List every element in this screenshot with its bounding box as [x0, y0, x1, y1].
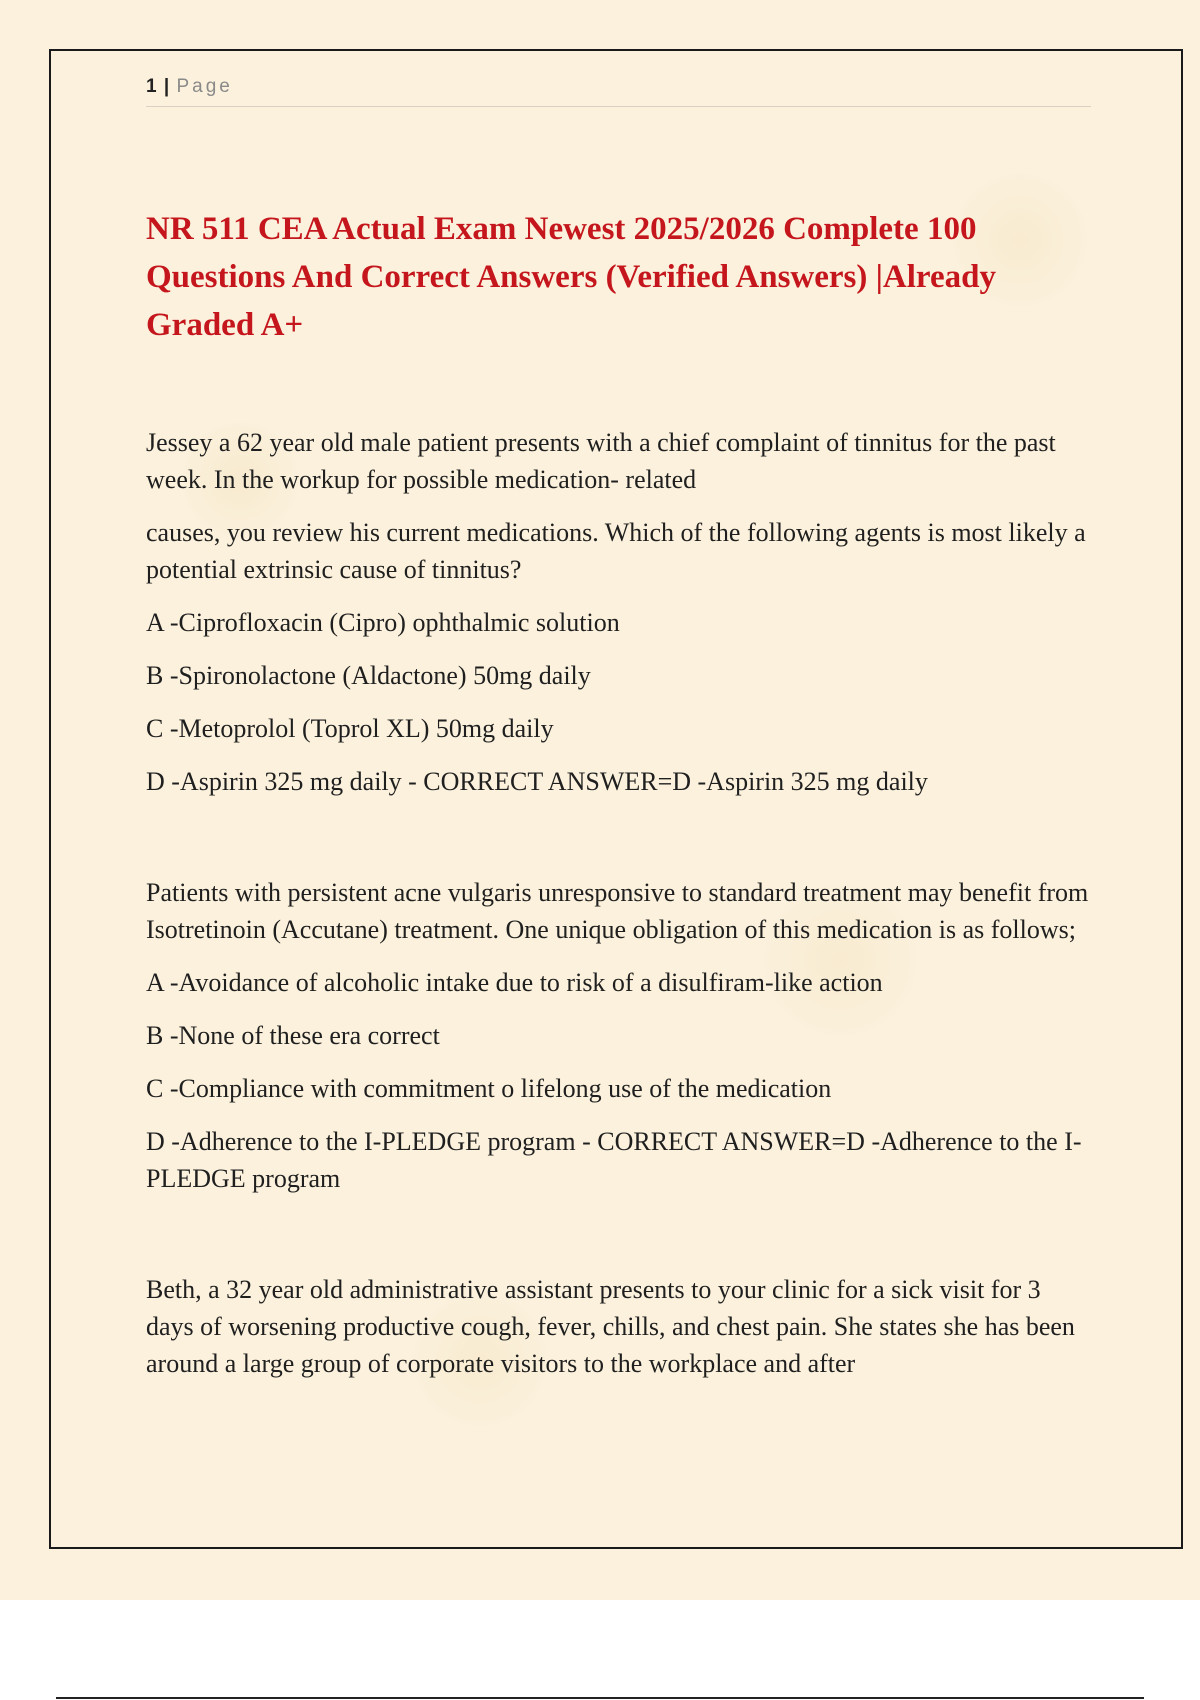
question-3-stem: Beth, a 32 year old administrative assistant presents to your clinic for a sick visit for 3 days of worsening productive cough, fever, chills, and chest pain. She states she has been around a large group of corporate visitors to the workplace and after — [146, 1275, 1075, 1378]
question-2-option-d: D -Adherence to the I-PLEDGE program - CORRECT ANSWER=D -Adherence to the I-PLEDGE program — [146, 1127, 1082, 1193]
page-separator: | — [157, 76, 177, 97]
spacer — [146, 1213, 1091, 1271]
page-number: 1 — [146, 76, 158, 97]
question-1-option-d: D -Aspirin 325 mg daily - CORRECT ANSWER=D -Aspirin 325 mg daily — [146, 767, 928, 796]
spacer — [146, 816, 1091, 874]
question-2-option-a: A -Avoidance of alcoholic intake due to risk of a disulfiram-like action — [146, 968, 883, 997]
question-2-stem: Patients with persistent acne vulgaris unresponsive to standard treatment may benefit from Isotretinoin (Accutane) treatment. One unique obligation of this medication is as follows; — [146, 878, 1089, 944]
page-header — [146, 74, 1091, 107]
question-2-option-c: C -Compliance with commitment o lifelong use of the medication — [146, 1074, 832, 1103]
bottom-divider — [56, 1697, 1144, 1699]
document-body — [146, 424, 1091, 1398]
question-1-option-b: B -Spironolactone (Aldactone) 50mg daily — [146, 661, 591, 690]
question-1-option-a: A -Ciprofloxacin (Cipro) ophthalmic solution — [146, 608, 620, 637]
question-1-option-c: C -Metoprolol (Toprol XL) 50mg daily — [146, 714, 554, 743]
question-2-option-b: B -None of these era correct — [146, 1021, 440, 1050]
page-label: Page — [176, 76, 233, 97]
question-1-stem-line-2: causes, you review his current medications. Which of the following agents is most likely a potential extrinsic cause of tinnitus? — [146, 518, 1086, 584]
document-title: NR 511 CEA Actual Exam Newest 2025/2026 Complete 100 Questions And Correct Answers (Verified Answers) |Already Graded A+ — [146, 211, 996, 343]
question-1-stem-line-1: Jessey a 62 year old male patient presents with a chief complaint of tinnitus for the past week. In the workup for possible medication- related — [146, 428, 1056, 494]
